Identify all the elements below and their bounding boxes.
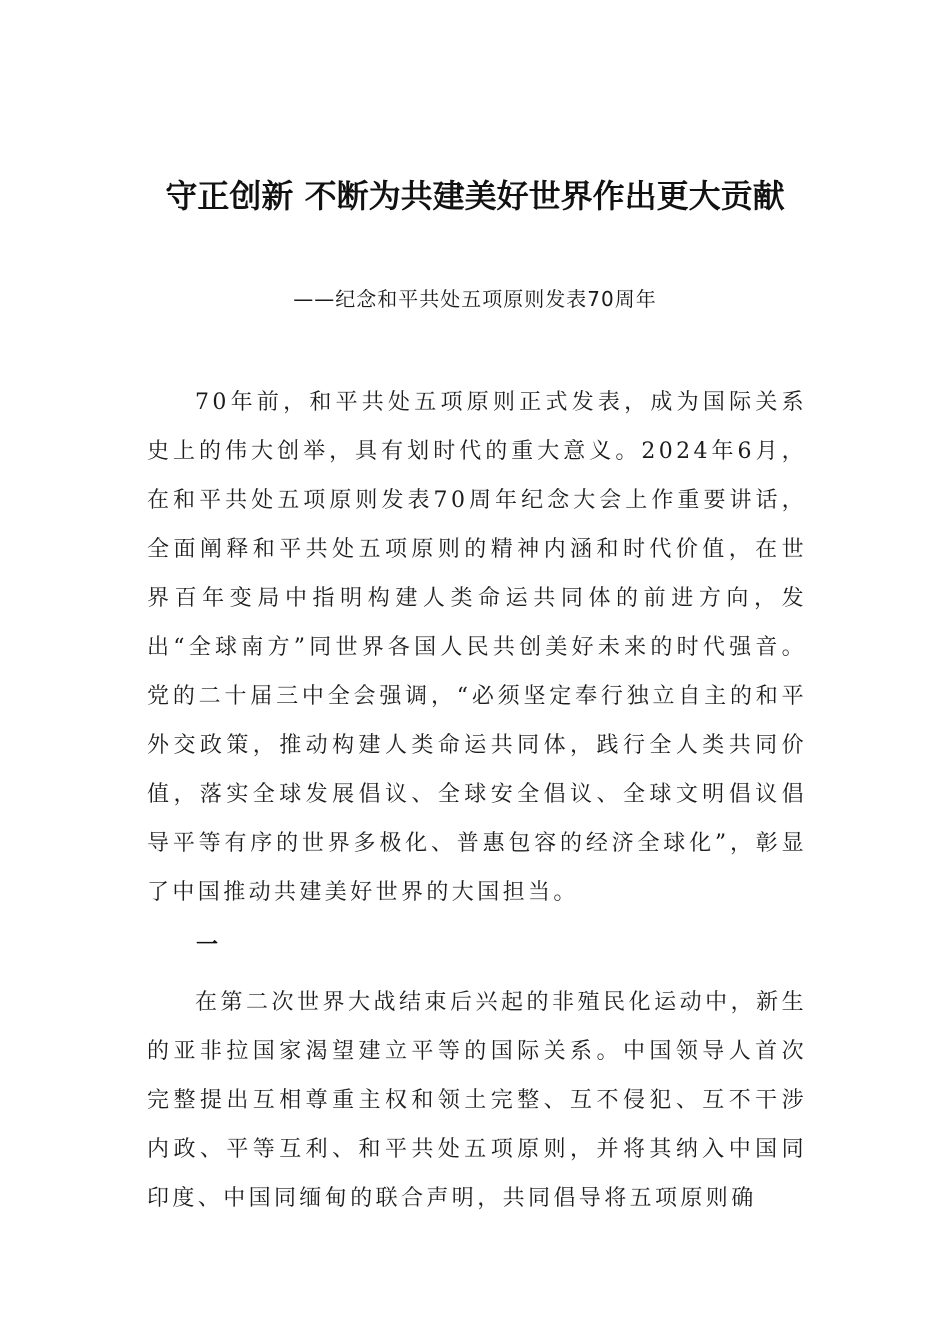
section-number: 一 <box>196 932 219 958</box>
intro-paragraph: 70年前，和平共处五项原则正式发表，成为国际关系史上的伟大创举，具有划时代的重大意义。2024年6月，在和平共处五项原则发表70周年纪念大会上作重要讲话，全面阐释和平共处五项原则的精神内涵和时代价值，在世界百年变局中指明构建人类命运共同体的前进方向，发出“全球南方”同世界各国人民共创美好未来的时代强音。党的二十届三中全会强调，“必须坚定奉行独立自主的和平外交政策，推动构建人类命运共同体，践行全人类共同价值，落实全球发展倡议、全球安全倡议、全球文明倡议倡导平等有序的世界多极化、普惠包容的经济全球化”，彰显了中国推动共建美好世界的大国担当。 <box>147 390 807 905</box>
section-one-paragraph: 在第二次世界大战结束后兴起的非殖民化运动中，新生的亚非拉国家渴望建立平等的国际关系。中国领导人首次完整提出互相尊重主权和领土完整、互不侵犯、互不干涉内政、平等互利、和平共处五项原则，并将其纳入中国同印度、中国同缅甸的联合声明，共同倡导将五项原则确 <box>147 990 807 1211</box>
document-title: 守正创新 不断为共建美好世界作出更大贡献 <box>165 177 785 215</box>
document-subtitle: ——纪念和平共处五项原则发表70周年 <box>293 287 657 311</box>
